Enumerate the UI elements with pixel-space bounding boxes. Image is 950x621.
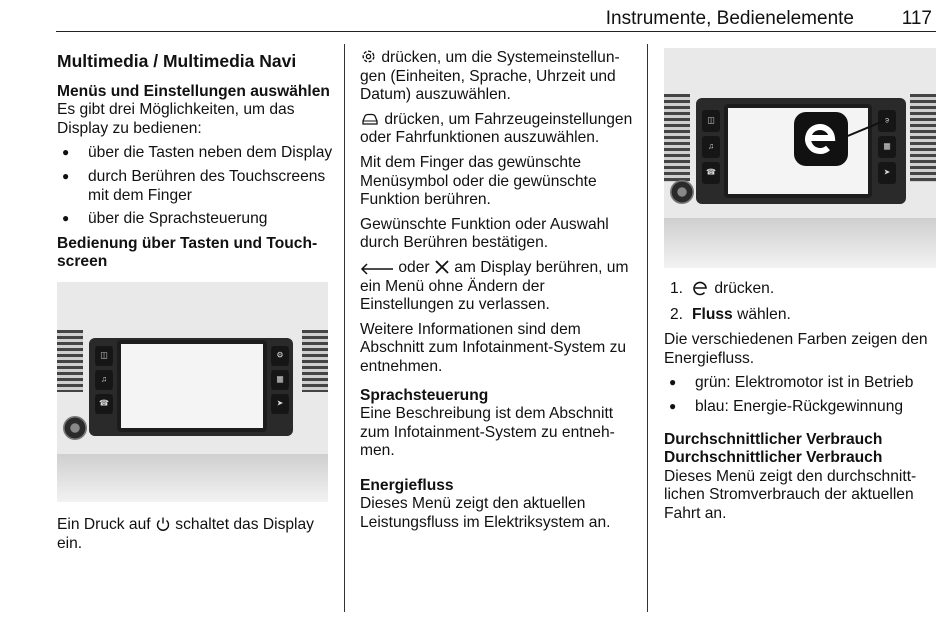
power-knob bbox=[63, 416, 87, 440]
paragraph: Eine Beschreibung ist dem Abschnitt zum Infotainment-System zu entnehmen. bbox=[360, 405, 615, 460]
settings-button: ⚙ bbox=[271, 346, 289, 366]
energy-display-photo bbox=[664, 48, 936, 268]
music-button: ♫ bbox=[95, 370, 113, 390]
paragraph: drücken, um Fahrzeugeinstellungen oder Fahrfunktionen auszuwählen. bbox=[360, 110, 633, 147]
back-arrow-icon bbox=[360, 263, 394, 275]
paragraph: Dieses Menü zeigt den durchschnittlichen Stromverbrauch der aktuellen Fahrt an. bbox=[664, 467, 917, 522]
energy-button: e bbox=[878, 110, 896, 132]
air-vent-left bbox=[664, 94, 690, 182]
subheading-menus: Menüs und Einstellungen auswählen bbox=[57, 82, 330, 100]
music-button: ♫ bbox=[702, 136, 720, 158]
list-item: ● blau: Energie-Rückgewinnung bbox=[664, 398, 936, 417]
settings-gear-icon bbox=[360, 48, 377, 65]
list-item: 2. Fluss wählen. bbox=[670, 305, 791, 323]
air-vent-left bbox=[57, 330, 83, 392]
subheading-avg-consumption: Durchschnittlicher Verbrauch bbox=[664, 430, 883, 448]
column-divider bbox=[344, 44, 345, 612]
options-list bbox=[57, 144, 333, 228]
dash-lower-panel bbox=[664, 218, 936, 268]
energy-icon bbox=[692, 280, 710, 296]
power-knob bbox=[670, 180, 694, 204]
nav-button: ➤ bbox=[878, 162, 896, 184]
intro-text: Es gibt drei Möglichkeiten, um das Display zu bedienen: bbox=[57, 101, 295, 137]
list-item: 1. drücken. bbox=[670, 280, 775, 297]
car-icon bbox=[360, 111, 380, 127]
list-item: ● über die Tasten neben dem Display bbox=[57, 144, 333, 163]
close-icon bbox=[434, 259, 450, 275]
touchscreen bbox=[117, 340, 267, 432]
list-item: ● grün: Elektromotor ist in Betrieb bbox=[664, 374, 936, 393]
paragraph: drücken, um die Systemeinstellungen (Einheiten, Sprache, Uhrzeit und Datum) auszuwählen. bbox=[360, 49, 620, 104]
car-button: ◫ bbox=[702, 110, 720, 132]
paragraph: oder am Display berühren, um ein Menü ohne Ändern der Einstellungen zu verlassen. bbox=[360, 258, 629, 314]
infotainment-photo bbox=[57, 282, 328, 502]
page-header bbox=[0, 0, 950, 34]
paragraph: Die verschiedenen Farben zeigen den Energiefluss. bbox=[664, 331, 928, 367]
phone-button: ☎ bbox=[702, 162, 720, 184]
phone-button: ☎ bbox=[95, 394, 113, 414]
paragraph: Dieses Menü zeigt den aktuellen Leistungsfluss im Elektriksystem an. bbox=[360, 495, 611, 532]
header-rule bbox=[56, 31, 936, 32]
column-1 bbox=[57, 48, 333, 559]
column-2 bbox=[360, 48, 638, 539]
paragraph: Mit dem Finger das gewünschte Menüsymbol oder die gewünschte Funktion berühren. bbox=[360, 153, 597, 209]
apps-button: ▦ bbox=[878, 136, 896, 158]
column-divider bbox=[647, 44, 648, 612]
car-button: ◫ bbox=[95, 346, 113, 366]
dash-lower-panel bbox=[57, 454, 328, 502]
section-heading: Multimedia / Multimedia Navi bbox=[57, 51, 297, 71]
energy-callout bbox=[792, 110, 892, 172]
subheading-energy: Energiefluss bbox=[360, 476, 454, 494]
power-icon bbox=[155, 516, 171, 532]
air-vent-right bbox=[302, 330, 328, 392]
subheading-avg-consumption: Durchschnittlicher Verbrauch bbox=[664, 449, 883, 467]
subheading-voice: Sprachsteuerung bbox=[360, 386, 489, 404]
colors-list bbox=[664, 374, 936, 416]
nav-button: ➤ bbox=[271, 394, 289, 414]
list-item: ● über die Sprachsteuerung bbox=[57, 210, 333, 229]
paragraph: Weitere Informationen sind dem Abschnitt zum Infotainment-System zu entnehmen. bbox=[360, 320, 627, 375]
list-item: ● durch Berühren des Touchscreens mit dem Finger bbox=[57, 168, 333, 205]
steps-list bbox=[664, 280, 936, 324]
header-title: Instrumente, Bedienelemente bbox=[605, 8, 854, 29]
page-number: 117 bbox=[901, 8, 932, 29]
apps-button: ▦ bbox=[271, 370, 289, 390]
air-vent-right bbox=[910, 94, 936, 182]
column-3 bbox=[664, 48, 936, 530]
paragraph: Gewünschte Funktion oder Auswahl durch Berühren bestätigen. bbox=[360, 215, 609, 252]
subheading-buttons-touch: Bedienung über Tasten und Touchscreen bbox=[57, 234, 318, 271]
photo-caption: Ein Druck auf schaltet das Display ein. bbox=[57, 515, 314, 552]
